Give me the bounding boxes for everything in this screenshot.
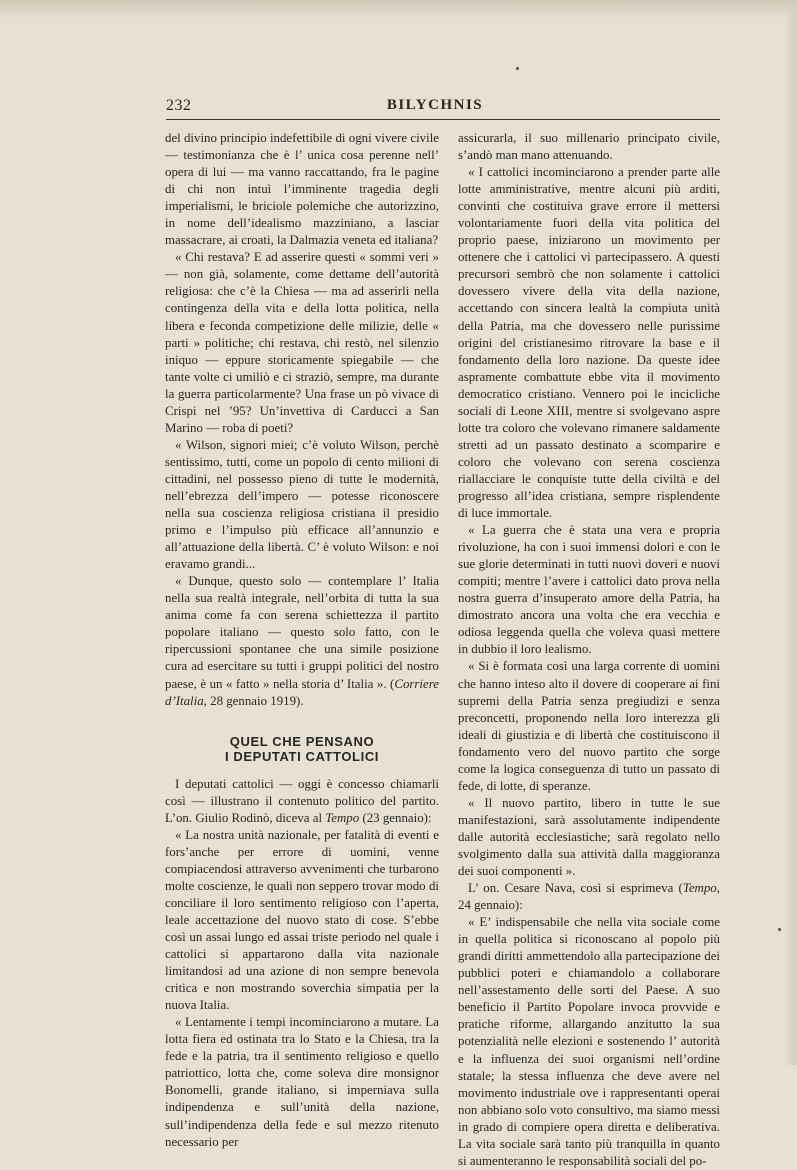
body-paragraph [165,776,439,827]
intro-date: (23 gennaio): [359,810,432,825]
nava-intro: L’ on. Cesare Nava, così si esprimeva ( [468,881,683,896]
body-paragraph: « Dunque, questo solo — contemplare l’ Italia nella sua realtà integrale, nell’orbita di tutta la sua anima come fa con serena schiettezza il partito popolare italiano — questo solo fatto, con le ripercussioni spontanee che una simile posizione cura ad esercitare su tutti i gruppi politici del nostro paese, è un « fatto » nella storia d’ Italia ». (Corriere d’Italia, 28 gennaio 1919). [165,574,439,708]
body-paragraph: assicurarla, il suo millenario principato civile, s’andò man mano attenuando. [458,131,720,163]
nava-source: Tempo [682,881,717,896]
ink-speck [778,928,781,931]
intro-text: I deputati cattolici — oggi è concesso chiamarli così — illustrano il contenuto politico del partito. L’on. Giulio Rodinò, diceva al [165,776,439,825]
header-rule [166,119,720,120]
nava-date: , 24 gennaio): [458,881,720,913]
body-paragraph: « I cattolici incominciarono a prender parte alle lotte amministrative, mentre alcuni più arditi, convinti che costituiva grave errore il mettersi volontariamente fuori della vita politica del proprio paese, iniziarono un movimento per ottenere che i cattolici vi partecipassero. A questi precursori sembrò che non solamente i cattolici dovessero vivere della vita della nazione, accettando con sincera lealtà la compiuta unità della Patria, ma che dovessero nelle purissime origini del cristianesimo ritrovare la base e il fondamento della loro nazione. Da queste idee aspramente combattute ebbe vita il movimento democratico cristiano. Vennero poi le incicliche sociali di Leone XIII, mentre si svolgevano aspre lotte tra coloro che volevano rimanere saldamente stretti ad un passato destinato a scomparire e coloro che volevano con serena coscienza riallacciare le conquiste tutte della civiltà e del progresso all’idea cristiana, sempre risplendente di luce immortale. [458,165,720,521]
ink-speck [516,67,519,70]
citation-source: Corriere d’Italia [165,676,439,708]
section-title-line: QUEL CHE PENSANO [229,733,375,749]
top-page-shadow [0,0,797,18]
body-paragraph [458,880,720,914]
citation-date: , 28 gennaio 1919). [203,693,304,708]
body-paragraph: « La guerra che è stata una vera e propria rivoluzione, ha con i suoi immensi dolori e con le sue glorie determinati in tutti nuovi doveri e nuovi compiti; mentre l’avere i cattolici dato prova nella nostra guerra d’insuperato amore della Patria, ha dimostrato ancora una volta che era vecchia e odiosa leggenda quella che voleva quasi mettere in dubbio il loro lealismo. [458,523,720,657]
page-number: 232 [166,97,192,114]
body-paragraph: del divino principio indefettibile di ogni vivere civile — testimonianza che è l’ unica cosa perenne nell’ opera di lui — ma vanno raccattando, fra le pagine di chi non intuì l’imminente tragedia degli imperialismi, le briciole polemiche che autorizzino, in nome dell’idealismo mazziniano, a lasciar massacrare, ai croati, la Dalmazia veneta ed italiana? [165,131,439,248]
section-title-line: I DEPUTATI CATTOLICI [224,748,380,764]
right-page-shadow [783,0,797,1065]
body-paragraph: « Wilson, signori miei; c’è voluto Wilson, perchè sentissimo, tutti, come un popolo di cento milioni di cittadini, nel possesso pieno di tutte le modernità, nell’ebrezza dell’impero — potesse riconoscere nella sua coscienza religiosa cristiana il presidio primo e l’impulso più efficace all’annunzio e all’attuazione della libertà. C’ è voluto Wilson: e noi eravamo grandi... [165,437,439,572]
body-paragraph: « E’ indispensabile che nella vita sociale come in quella politica si riconoscano al popolo più grandi diritti ammettendolo alla partecipazione dei pubblici poteri e chiamandolo a collaborare nell’assestamento delle sorti del Paese. A suo beneficio il Partito Popolare invoca provvide e pratiche riforme, allargando anzitutto la sua potenzialità nelle elezioni e sostenendo l’ autorità e la influenza dei suoi organismi nell’ordine statale; la stessa influenza che deve avere nel movimento industriale ove i rappresentanti operai non abbiano solo voto consultivo, ma siamo messi in grado di compiere opera diretta e deliberativa. La vita sociale sarà tanto più tranquilla in quanto si aumenteranno le responsabilità sociali del po- [458,915,720,1168]
body-paragraph: « Si è formata così una larga corrente di uomini che hanno inteso alto il dovere di cooperare ai fini supremi della Patria senza pregiudizi e senza preconcetti, proponendo nella loro interezza gli ideali di giustizia e di libertà che costituiscono il fondamento vero del nuovo partito che sorge come la logica conseguenza di tutto un passato di fede, di lotte, di speranze. [458,659,720,793]
right-column [458,130,720,1170]
quote-text: « Dunque, questo solo — contemplare l’ Italia nella sua realtà integrale, nell’orbita di tutta la sua anima come fa con serena schiettezza il partito popolare italiano — questo solo fatto, con le ripercussioni spontanee che una simile posizione cura ad esercitare su tutti i gruppi politici del nostro paese, è un « fatto » nella storia d’ Italia ». [165,574,439,691]
body-paragraph: « Chi restava? E ad asserire questi « sommi veri » — non già, solamente, come dettame dell’autorità religiosa: che c’è la Chiesa — ma ad asserirli nella contingenza della vita e della lotta politica, nella libera e feconda competizione delle milizie, delle « parti » politiche; chi restava, chi restò, nel silenzio iniquo — eppure storicamente spiegabile — che tante volte ci umiliò e ci straziò, sempre, ma durante la guerra particolarmente? Una frase un pò vivace di Crispi nel ’95? Un’invettiva di Carducci a San Marino — roba di poeti? [165,250,439,435]
body-paragraph: « Il nuovo partito, libero in tutte le sue manifestazioni, sarà assolutamente indipendente dalle autorità ecclesiastiche; sarà regolato nello svolgimento dalla sua attività dalla maggioranza dei suoi componenti ». [458,795,720,879]
body-paragraph: « La nostra unità nazionale, per fatalità di eventi e fors’anche per errore di uomini, venne compiacendosi attraverso avvenimenti che turbarono molte coscienze, le quali non seppero trovar modo di conciliare il loro sentimento religioso con l’aperta, leale accettazione del nuovo stato di cose. S’ebbe così un assai lungo ed assai triste periodo nel quale i cattolici si appartarono dalla vita nazionale limitandosi ad una azione di non sempre benevola critica e non mostrando soverchia simpatia per la nuova Italia. [165,827,439,1013]
left-column [165,130,439,1151]
intro-source: Tempo [325,810,360,825]
body-paragraph: « Lentamente i tempi incominciarono a mutare. La lotta fiera ed ostinata tra lo Stato e la Chiesa, tra la fede e la patria, tra il sentimento religioso e quello patriottico, lotta che, come soleva dire monsignor Bonomelli, grande italiano, si imperniava sulla indipendenza e sull’unità della nazione, sull’indipendenza della fede e sul mezzo ritenuto necessario per [165,1015,439,1149]
section-title [165,734,439,764]
journal-title: BILYCHNIS [386,97,484,113]
